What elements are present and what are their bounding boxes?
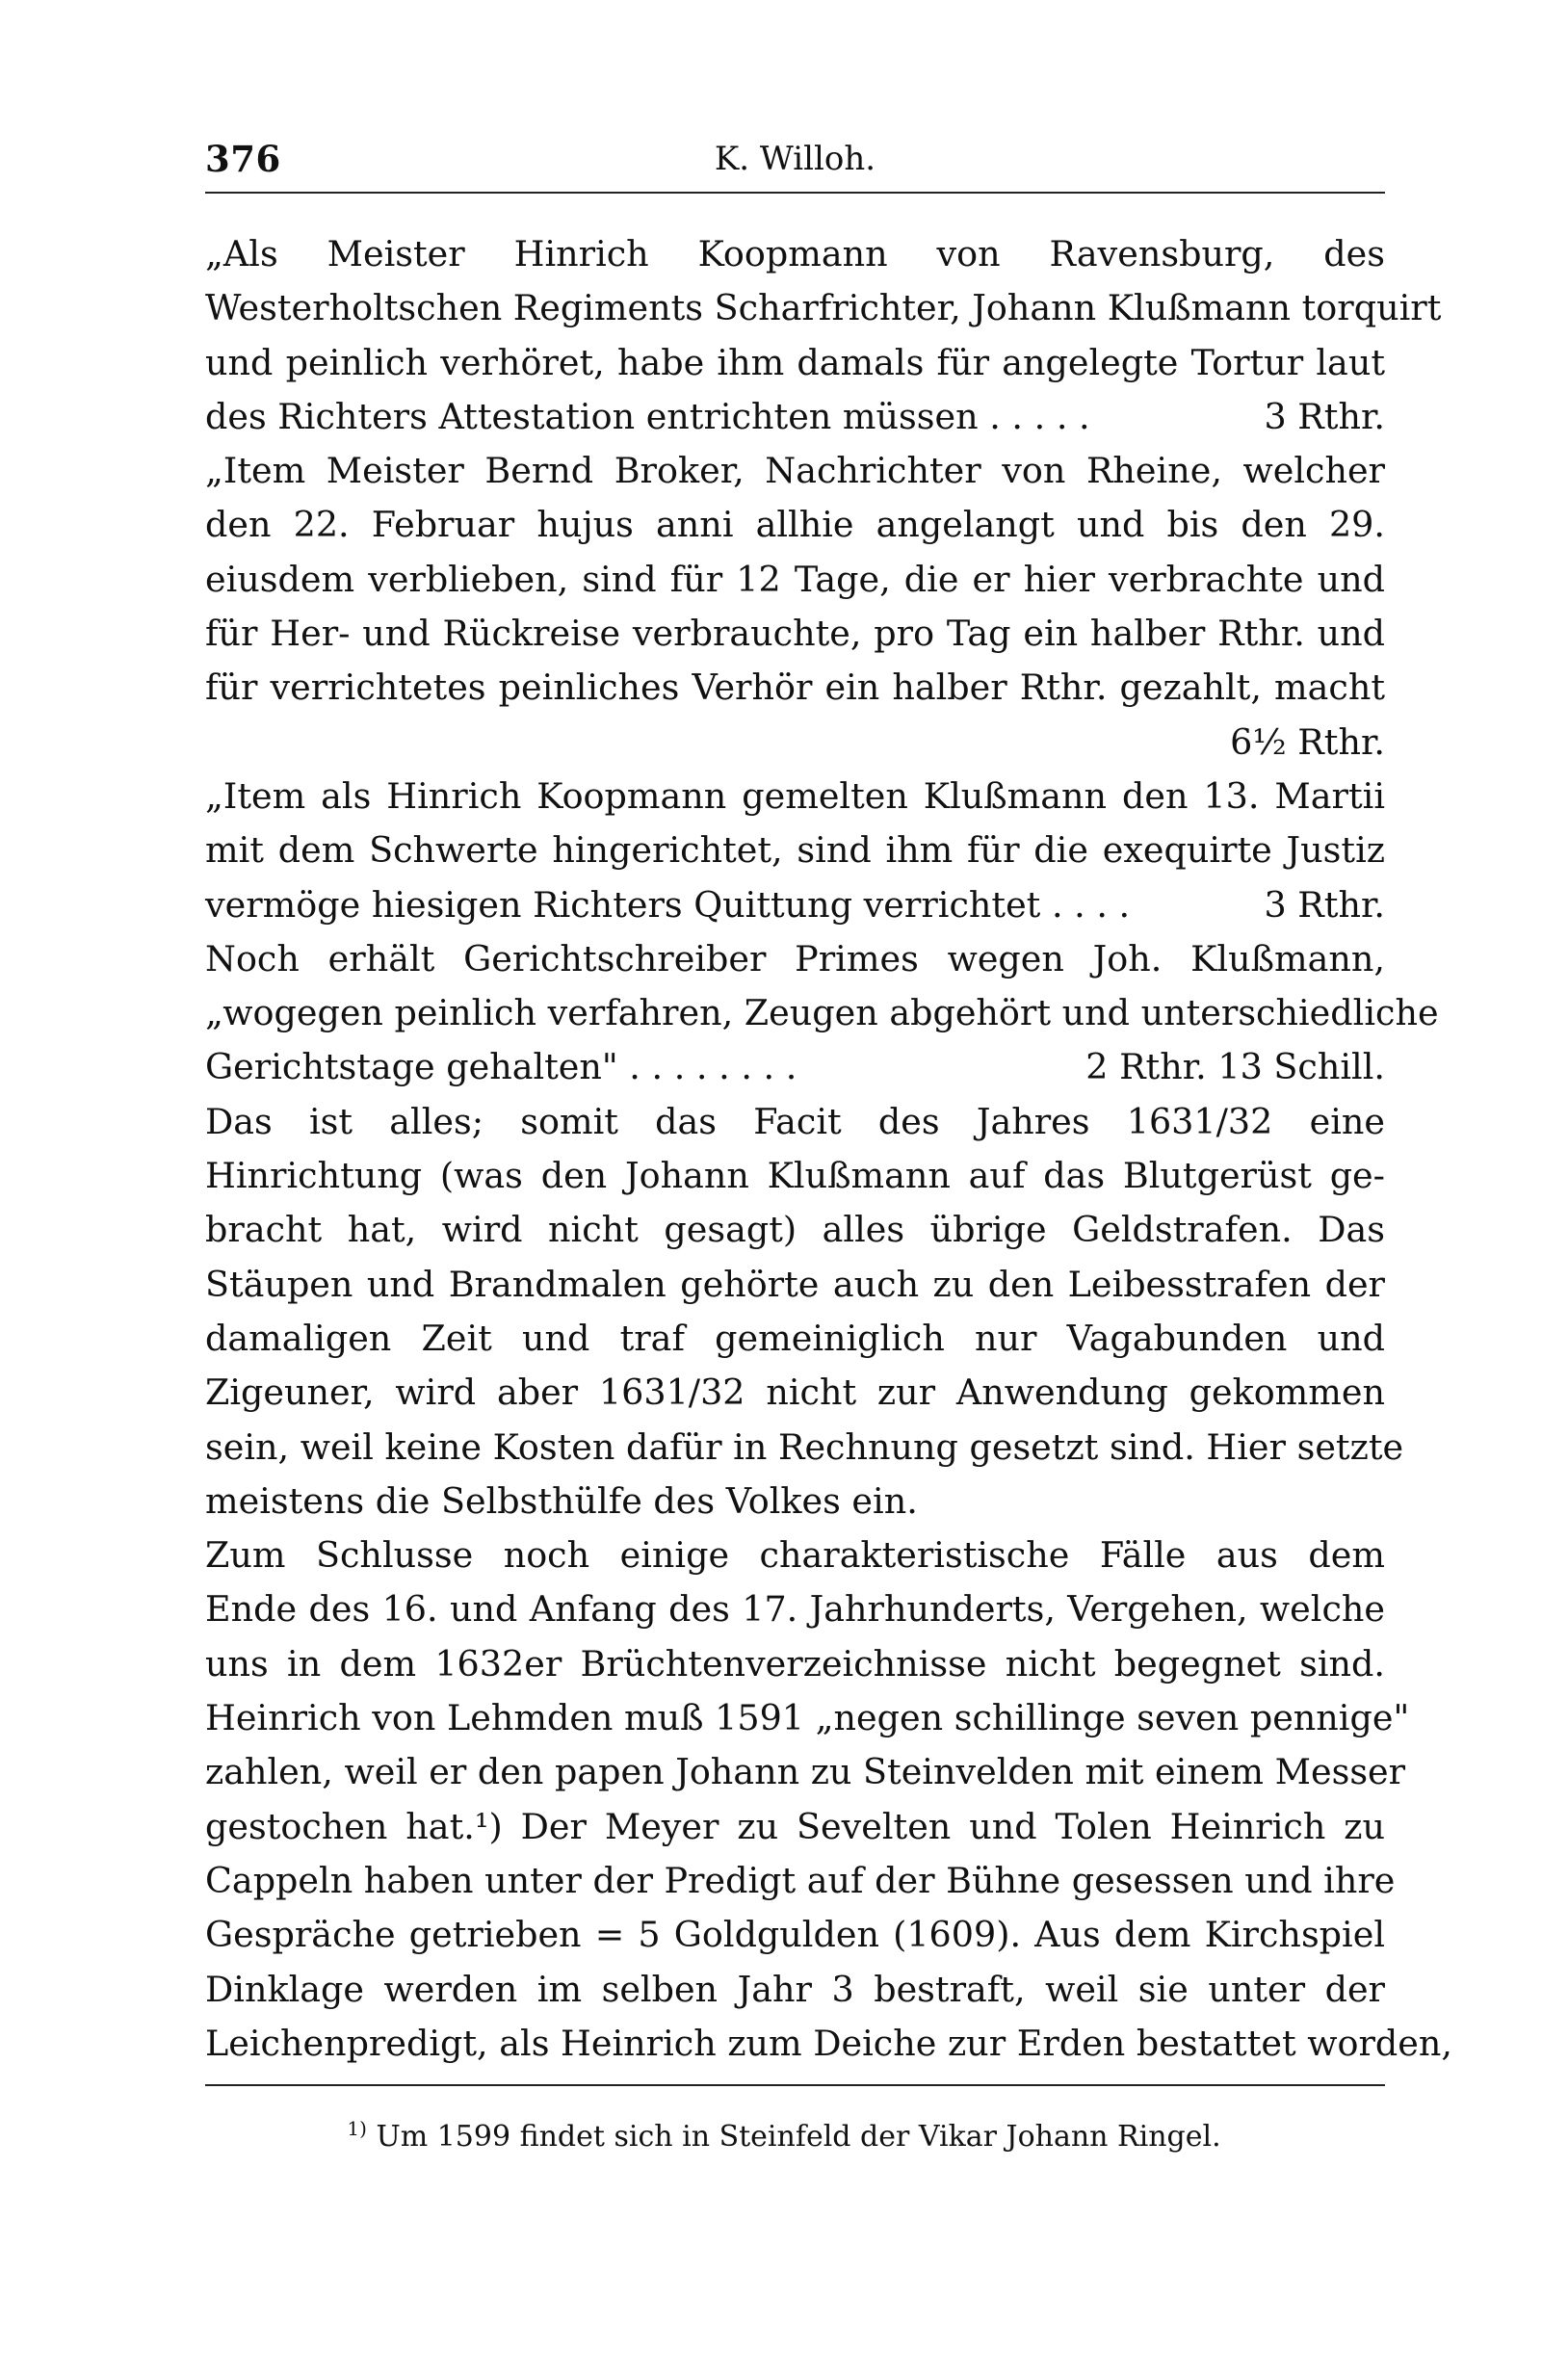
text-line: [205, 1582, 1385, 1636]
line-text: Gespräche getrieben = 5 Goldgulden (1609). Aus dem Kirchspiel: [205, 1914, 1385, 1956]
line-text: den 22. Februar hujus anni allhie angelangt und bis den 29.: [205, 504, 1385, 546]
line-text: Das ist alles; somit das Facit des Jahres 1631/32 eine: [205, 1100, 1385, 1142]
line-text: Noch erhält Gerichtschreiber Primes wegen Joh. Klußmann,: [205, 937, 1385, 980]
line-text: Ende des 16. und Anfang des 17. Jahrhunderts, Vergehen, welche: [205, 1588, 1385, 1631]
running-head: K. Willoh.: [714, 140, 876, 178]
text-line: [205, 1745, 1406, 1799]
line-text: mit dem Schwerte hingerichtet, sind ihm für die exequirte Justiz: [205, 829, 1385, 872]
page-header: [205, 138, 1385, 194]
text-line: [205, 986, 1439, 1040]
line-text: Zum Schlusse noch einige charakteristische Fälle aus dem: [205, 1534, 1385, 1577]
text-line: [205, 281, 1442, 335]
text-line: [205, 1637, 1385, 1691]
text-line: [205, 1691, 1410, 1745]
line-text: zahlen, weil er den papen Johann zu Steinvelden mit einem Messer: [205, 1751, 1406, 1793]
text-line: [205, 336, 1385, 390]
line-text: „Item Meister Bernd Broker, Nachrichter von Rheine, welcher: [205, 450, 1385, 492]
page-number: 376: [205, 138, 281, 180]
line-text: Westerholtschen Regiments Scharfrichter, Johann Klußmann torquirt: [205, 287, 1442, 329]
text-line: [205, 770, 1385, 823]
text-line: [205, 1854, 1396, 1908]
line-text: Zigeuner, wird aber 1631/32 nicht zur Anwendung gekommen: [205, 1371, 1385, 1414]
text-line: [205, 227, 1385, 281]
line-text: für verrichtetes peinliches Verhör ein halber Rthr. gezahlt, macht: [205, 666, 1385, 709]
line-amount: 3 Rthr.: [1264, 395, 1385, 437]
line-text: Leichenpredigt, als Heinrich zum Deiche zur Erden bestattet worden,: [205, 2022, 1452, 2064]
text-line: [205, 1528, 1385, 1582]
text-line: [205, 607, 1385, 661]
text-line: [205, 878, 1385, 932]
footnote: [0, 2117, 1568, 2154]
text-line: [205, 1475, 1385, 1528]
text-line: [205, 932, 1385, 986]
text-line: [205, 2017, 1452, 2071]
line-text: Dinklage werden im selben Jahr 3 bestraft, weil sie unter der: [205, 1968, 1385, 2010]
line-text: uns in dem 1632er Brüchtenverzeichnisse nicht begegnet sind.: [205, 1642, 1385, 1685]
line-amount: 2 Rthr. 13 Schill.: [1085, 1046, 1385, 1088]
line-text: „Als Meister Hinrich Koopmann von Ravensburg, des: [205, 233, 1385, 274]
text-line: [205, 716, 1385, 770]
line-text: des Richters Attestation entrichten müssen . . . . .: [205, 395, 1090, 437]
line-text: Heinrich von Lehmden muß 1591 „negen schillinge seven pennige": [205, 1697, 1410, 1739]
text-line: [205, 1203, 1385, 1257]
text-line: [205, 1800, 1385, 1854]
text-line: [205, 498, 1385, 552]
line-text: gestochen hat.¹) Der Meyer zu Sevelten und Tolen Heinrich zu: [205, 1805, 1385, 1847]
line-text: Gerichtstage gehalten" . . . . . . . .: [205, 1046, 797, 1088]
text-line: [205, 1908, 1385, 1962]
line-text: bracht hat, wird nicht gesagt) alles übrige Geldstrafen. Das: [205, 1209, 1385, 1251]
text-line: [205, 444, 1385, 498]
footnote-divider: [205, 2084, 1385, 2086]
text-line: [205, 1366, 1385, 1420]
body-text: [205, 227, 1452, 2071]
text-line: [205, 1258, 1385, 1312]
line-text: meistens die Selbsthülfe des Volkes ein.: [205, 1479, 918, 1522]
line-text: Cappeln haben unter der Predigt auf der Bühne gesessen und ihre: [205, 1859, 1396, 1901]
line-amount: 6½ Rthr.: [1230, 720, 1385, 763]
line-text: sein, weil keine Kosten dafür in Rechnung gesetzt sind. Hier setzte: [205, 1425, 1404, 1468]
text-line: [205, 390, 1385, 444]
text-line: [205, 1421, 1404, 1475]
text-line: [205, 1149, 1385, 1203]
text-line: [205, 1040, 1385, 1094]
line-text: für Her- und Rückreise verbrauchte, pro Tag ein halber Rthr. und: [205, 613, 1385, 655]
text-line: [205, 553, 1385, 607]
line-amount: 3 Rthr.: [1264, 883, 1385, 926]
footnote-mark: 1): [347, 2117, 367, 2140]
line-text: Hinrichtung (was den Johann Klußmann auf das Blutgerüst ge-: [205, 1155, 1385, 1197]
text-line: [205, 1095, 1385, 1149]
line-text: und peinlich verhöret, habe ihm damals für angelegte Tortur laut: [205, 341, 1385, 383]
text-line: [205, 661, 1385, 715]
footnote-text: Um 1599 findet sich in Steinfeld der Vikar Johann Ringel.: [376, 2120, 1221, 2154]
text-line: [205, 1963, 1385, 2017]
line-text: vermöge hiesigen Richters Quittung verrichtet . . . .: [205, 883, 1131, 926]
text-line: [205, 823, 1385, 877]
text-line: [205, 1312, 1385, 1366]
line-text: damaligen Zeit und traf gemeiniglich nur Vagabunden und: [205, 1317, 1385, 1359]
line-text: „wogegen peinlich verfahren, Zeugen abgehört und unterschiedliche: [205, 992, 1439, 1034]
line-text: Stäupen und Brandmalen gehörte auch zu den Leibesstrafen der: [205, 1263, 1385, 1305]
line-text: „Item als Hinrich Koopmann gemelten Klußmann den 13. Martii: [205, 774, 1385, 817]
line-text: eiusdem verblieben, sind für 12 Tage, die er hier verbrachte und: [205, 558, 1385, 600]
